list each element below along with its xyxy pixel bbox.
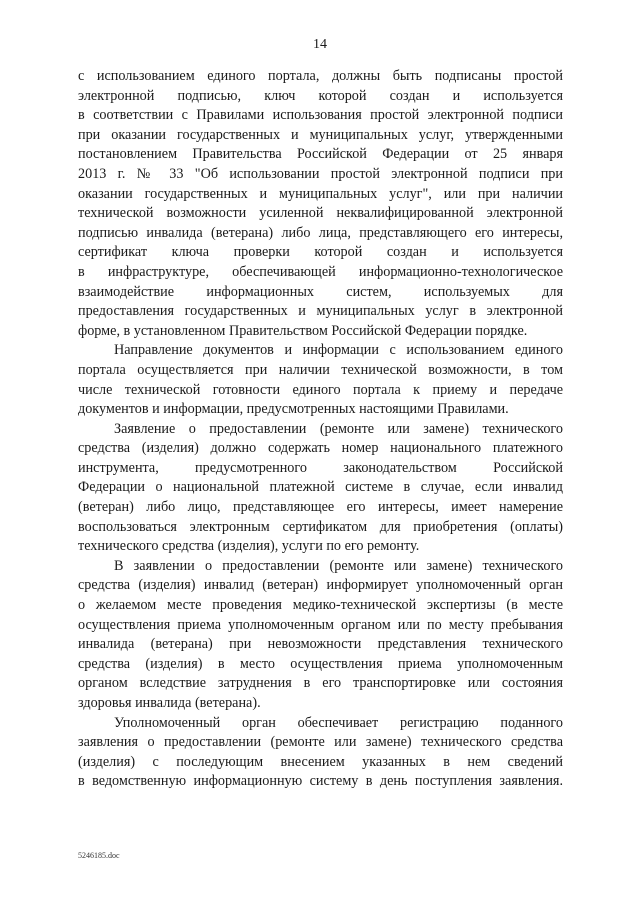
text-line: при оказании государственных и муниципальных услуг, утвержденными bbox=[78, 126, 563, 143]
text-line: в соответствии с Правилами использования простой электронной подписи bbox=[78, 107, 563, 124]
text-line: средства (изделия) должно содержать номер национального платежного bbox=[78, 440, 563, 457]
text-line: с использованием единого портала, должны быть подписаны простой bbox=[78, 68, 563, 84]
text-line: инструмента, предусмотренного законодательством Российской bbox=[78, 459, 563, 476]
text-line: Заявление о предоставлении (ремонте или замене) технического bbox=[114, 420, 563, 437]
text-line: инвалида (ветерана) при невозможности представления технического bbox=[78, 636, 563, 653]
text-line: в инфраструктуре, обеспечивающей информационно-технологическое bbox=[78, 263, 563, 280]
text-line: форме, в установленном Правительством Российской Федерации порядке. bbox=[78, 322, 528, 339]
text-line: Направление документов и информации с использованием единого bbox=[114, 342, 563, 359]
text-line: осуществления приема уполномоченным органом или по месту пребывания bbox=[78, 616, 563, 633]
text-line: Федерации о национальной платежной системе в случае, если инвалид bbox=[78, 479, 563, 496]
text-line: взаимодействие информационных систем, используемых для bbox=[78, 283, 563, 300]
text-line: здоровья инвалида (ветерана). bbox=[78, 695, 261, 711]
text-line: портала осуществляется при наличии технической возможности, в том bbox=[78, 361, 563, 378]
text-line: в ведомственную информационную систему в день поступления заявления. bbox=[78, 773, 563, 790]
text-line: постановлением Правительства Российской Федерации от 25 января bbox=[78, 146, 563, 163]
body-text bbox=[78, 67, 563, 792]
text-line: заявления о предоставлении (ремонте или замене) технического средства bbox=[78, 734, 563, 751]
text-line: Уполномоченный орган обеспечивает регистрацию поданного bbox=[114, 714, 563, 731]
text-line: предоставления государственных и муниципальных услуг в электронной bbox=[78, 303, 563, 320]
text-line: органом вследствие затруднения в его транспортировке или состояния bbox=[78, 675, 563, 692]
text-line: (ветеран) либо лицо, представляющее его интересы, имеет намерение bbox=[78, 499, 563, 516]
page-number: 14 bbox=[313, 37, 327, 52]
text-line: средства (изделия) в место осуществления приема уполномоченным bbox=[78, 655, 563, 672]
document-file-code: 5246185.doc bbox=[78, 851, 120, 860]
text-line: подписью инвалида (ветерана) либо лица, представляющего его интересы, bbox=[78, 224, 563, 241]
text-line: воспользоваться электронным сертификатом для приобретения (оплаты) bbox=[78, 518, 563, 535]
text-line: В заявлении о предоставлении (ремонте или замене) технического bbox=[114, 557, 563, 574]
text-line: сертификат ключа проверки которой создан и используется bbox=[78, 244, 563, 261]
text-line: технической возможности усиленной неквалифицированной электронной bbox=[78, 205, 563, 222]
text-line: (изделия) с последующим внесением указанных в нем сведений bbox=[78, 753, 563, 770]
text-line: числе технической готовности единого портала к приему и передаче bbox=[78, 381, 563, 398]
text-line: о желаемом месте проведения медико-технической экспертизы (в месте bbox=[78, 597, 563, 614]
text-line: 2013 г. № 33 "Об использовании простой электронной подписи при bbox=[78, 165, 563, 182]
text-line: электронной подписью, ключ которой создан и используется bbox=[78, 87, 563, 104]
text-line: документов и информации, предусмотренных настоящими Правилами. bbox=[78, 401, 509, 418]
text-line: средства (изделия) инвалид (ветеран) информирует уполномоченный орган bbox=[78, 577, 563, 594]
text-line: оказании государственных и муниципальных услуг", или при наличии bbox=[78, 185, 563, 202]
text-line: технического средства (изделия), услуги по его ремонту. bbox=[78, 538, 420, 555]
